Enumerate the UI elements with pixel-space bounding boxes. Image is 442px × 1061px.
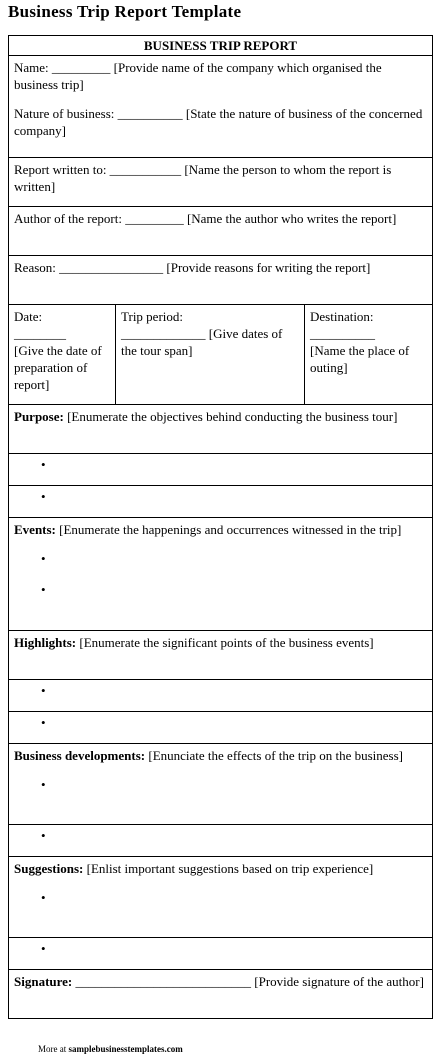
events-cell bbox=[9, 518, 433, 631]
bullet-point: • bbox=[41, 489, 46, 504]
purpose-bullet-cell bbox=[9, 486, 433, 518]
signature-row bbox=[9, 970, 433, 1019]
suggestions-bullet-row bbox=[9, 938, 433, 970]
date-hint: [Give the date of preparation of report] bbox=[14, 343, 102, 392]
signature-label: Signature: bbox=[14, 974, 73, 989]
highlights-label: Highlights: bbox=[14, 635, 77, 650]
developments-bullet-cell bbox=[9, 825, 433, 857]
purpose-label: Purpose: bbox=[14, 409, 64, 424]
purpose-bullet-row bbox=[9, 486, 433, 518]
bullet-point: • bbox=[41, 777, 46, 792]
purpose-cell bbox=[9, 405, 433, 454]
name-field: Name: _________ [Provide name of the company which organised the business trip] bbox=[14, 60, 382, 92]
trip-period-text: _____________ [Give dates of the tour span] bbox=[121, 326, 283, 358]
purpose-bullet-row bbox=[9, 454, 433, 486]
signature-text: ___________________________ [Provide signature of the author] bbox=[72, 974, 424, 989]
bullet-point: • bbox=[41, 683, 46, 698]
footer bbox=[38, 1044, 183, 1054]
highlights-bullet-cell bbox=[9, 712, 433, 744]
purpose-text: [Enumerate the objectives behind conducting the business tour] bbox=[63, 409, 398, 424]
developments-bullet-row bbox=[9, 825, 433, 857]
suggestions-text: [Enlist important suggestions based on trip experience] bbox=[83, 861, 374, 876]
company-cell bbox=[9, 56, 433, 158]
destination-label: Destination: bbox=[310, 309, 374, 324]
bullet-point: • bbox=[41, 582, 46, 597]
date-row bbox=[9, 305, 433, 405]
reason-field: Reason: ________________ [Provide reasons for writing the report] bbox=[9, 256, 433, 305]
destination-cell bbox=[305, 305, 433, 405]
events-label: Events: bbox=[14, 522, 56, 537]
developments-label: Business developments: bbox=[14, 748, 146, 763]
purpose-bullet-cell bbox=[9, 454, 433, 486]
report-header: BUSINESS TRIP REPORT bbox=[9, 36, 433, 56]
developments-row bbox=[9, 744, 433, 825]
report-table bbox=[8, 35, 433, 1019]
highlights-bullet-cell bbox=[9, 680, 433, 712]
developments-text: [Enunciate the effects of the trip on the business] bbox=[145, 748, 403, 763]
document-title: Business Trip Report Template bbox=[8, 2, 242, 21]
developments-cell bbox=[9, 744, 433, 825]
footer-prefix: More at bbox=[38, 1044, 67, 1054]
highlights-cell bbox=[9, 631, 433, 680]
bullet-point: • bbox=[41, 890, 46, 905]
footer-site-link[interactable]: samplebusinesstemplates.com bbox=[68, 1044, 183, 1054]
bullet-point: • bbox=[41, 551, 46, 566]
trip-period-cell bbox=[116, 305, 305, 405]
header-row bbox=[9, 36, 433, 56]
events-text: [Enumerate the happenings and occurrences witnessed in the trip] bbox=[55, 522, 402, 537]
suggestions-bullet-cell bbox=[9, 938, 433, 970]
suggestions-row bbox=[9, 857, 433, 938]
bullet-point: • bbox=[41, 457, 46, 472]
report-to-field: Report written to: ___________ [Name the person to whom the report is written] bbox=[9, 158, 433, 207]
author-field: Author of the report: _________ [Name the author who writes the report] bbox=[9, 207, 433, 256]
suggestions-label: Suggestions: bbox=[14, 861, 84, 876]
report-to-row bbox=[9, 158, 433, 207]
highlights-bullet-row bbox=[9, 680, 433, 712]
destination-blank: __________ bbox=[310, 326, 375, 341]
highlights-text: [Enumerate the significant points of the business events] bbox=[76, 635, 374, 650]
events-row bbox=[9, 518, 433, 631]
company-row bbox=[9, 56, 433, 158]
highlights-bullet-row bbox=[9, 712, 433, 744]
trip-period-label: Trip period: bbox=[121, 309, 183, 324]
date-blank: ________ bbox=[14, 326, 66, 341]
highlights-row bbox=[9, 631, 433, 680]
signature-cell bbox=[9, 970, 433, 1019]
suggestions-cell bbox=[9, 857, 433, 938]
bullet-point: • bbox=[41, 715, 46, 730]
author-row bbox=[9, 207, 433, 256]
date-label: Date: bbox=[14, 309, 43, 324]
bullet-point: • bbox=[41, 828, 46, 843]
destination-hint: [Name the place of outing] bbox=[310, 343, 410, 375]
purpose-row bbox=[9, 405, 433, 454]
nature-field: Nature of business: __________ [State the nature of business of the concerned company] bbox=[14, 106, 423, 138]
reason-row bbox=[9, 256, 433, 305]
date-cell bbox=[9, 305, 116, 405]
bullet-point: • bbox=[41, 941, 46, 956]
